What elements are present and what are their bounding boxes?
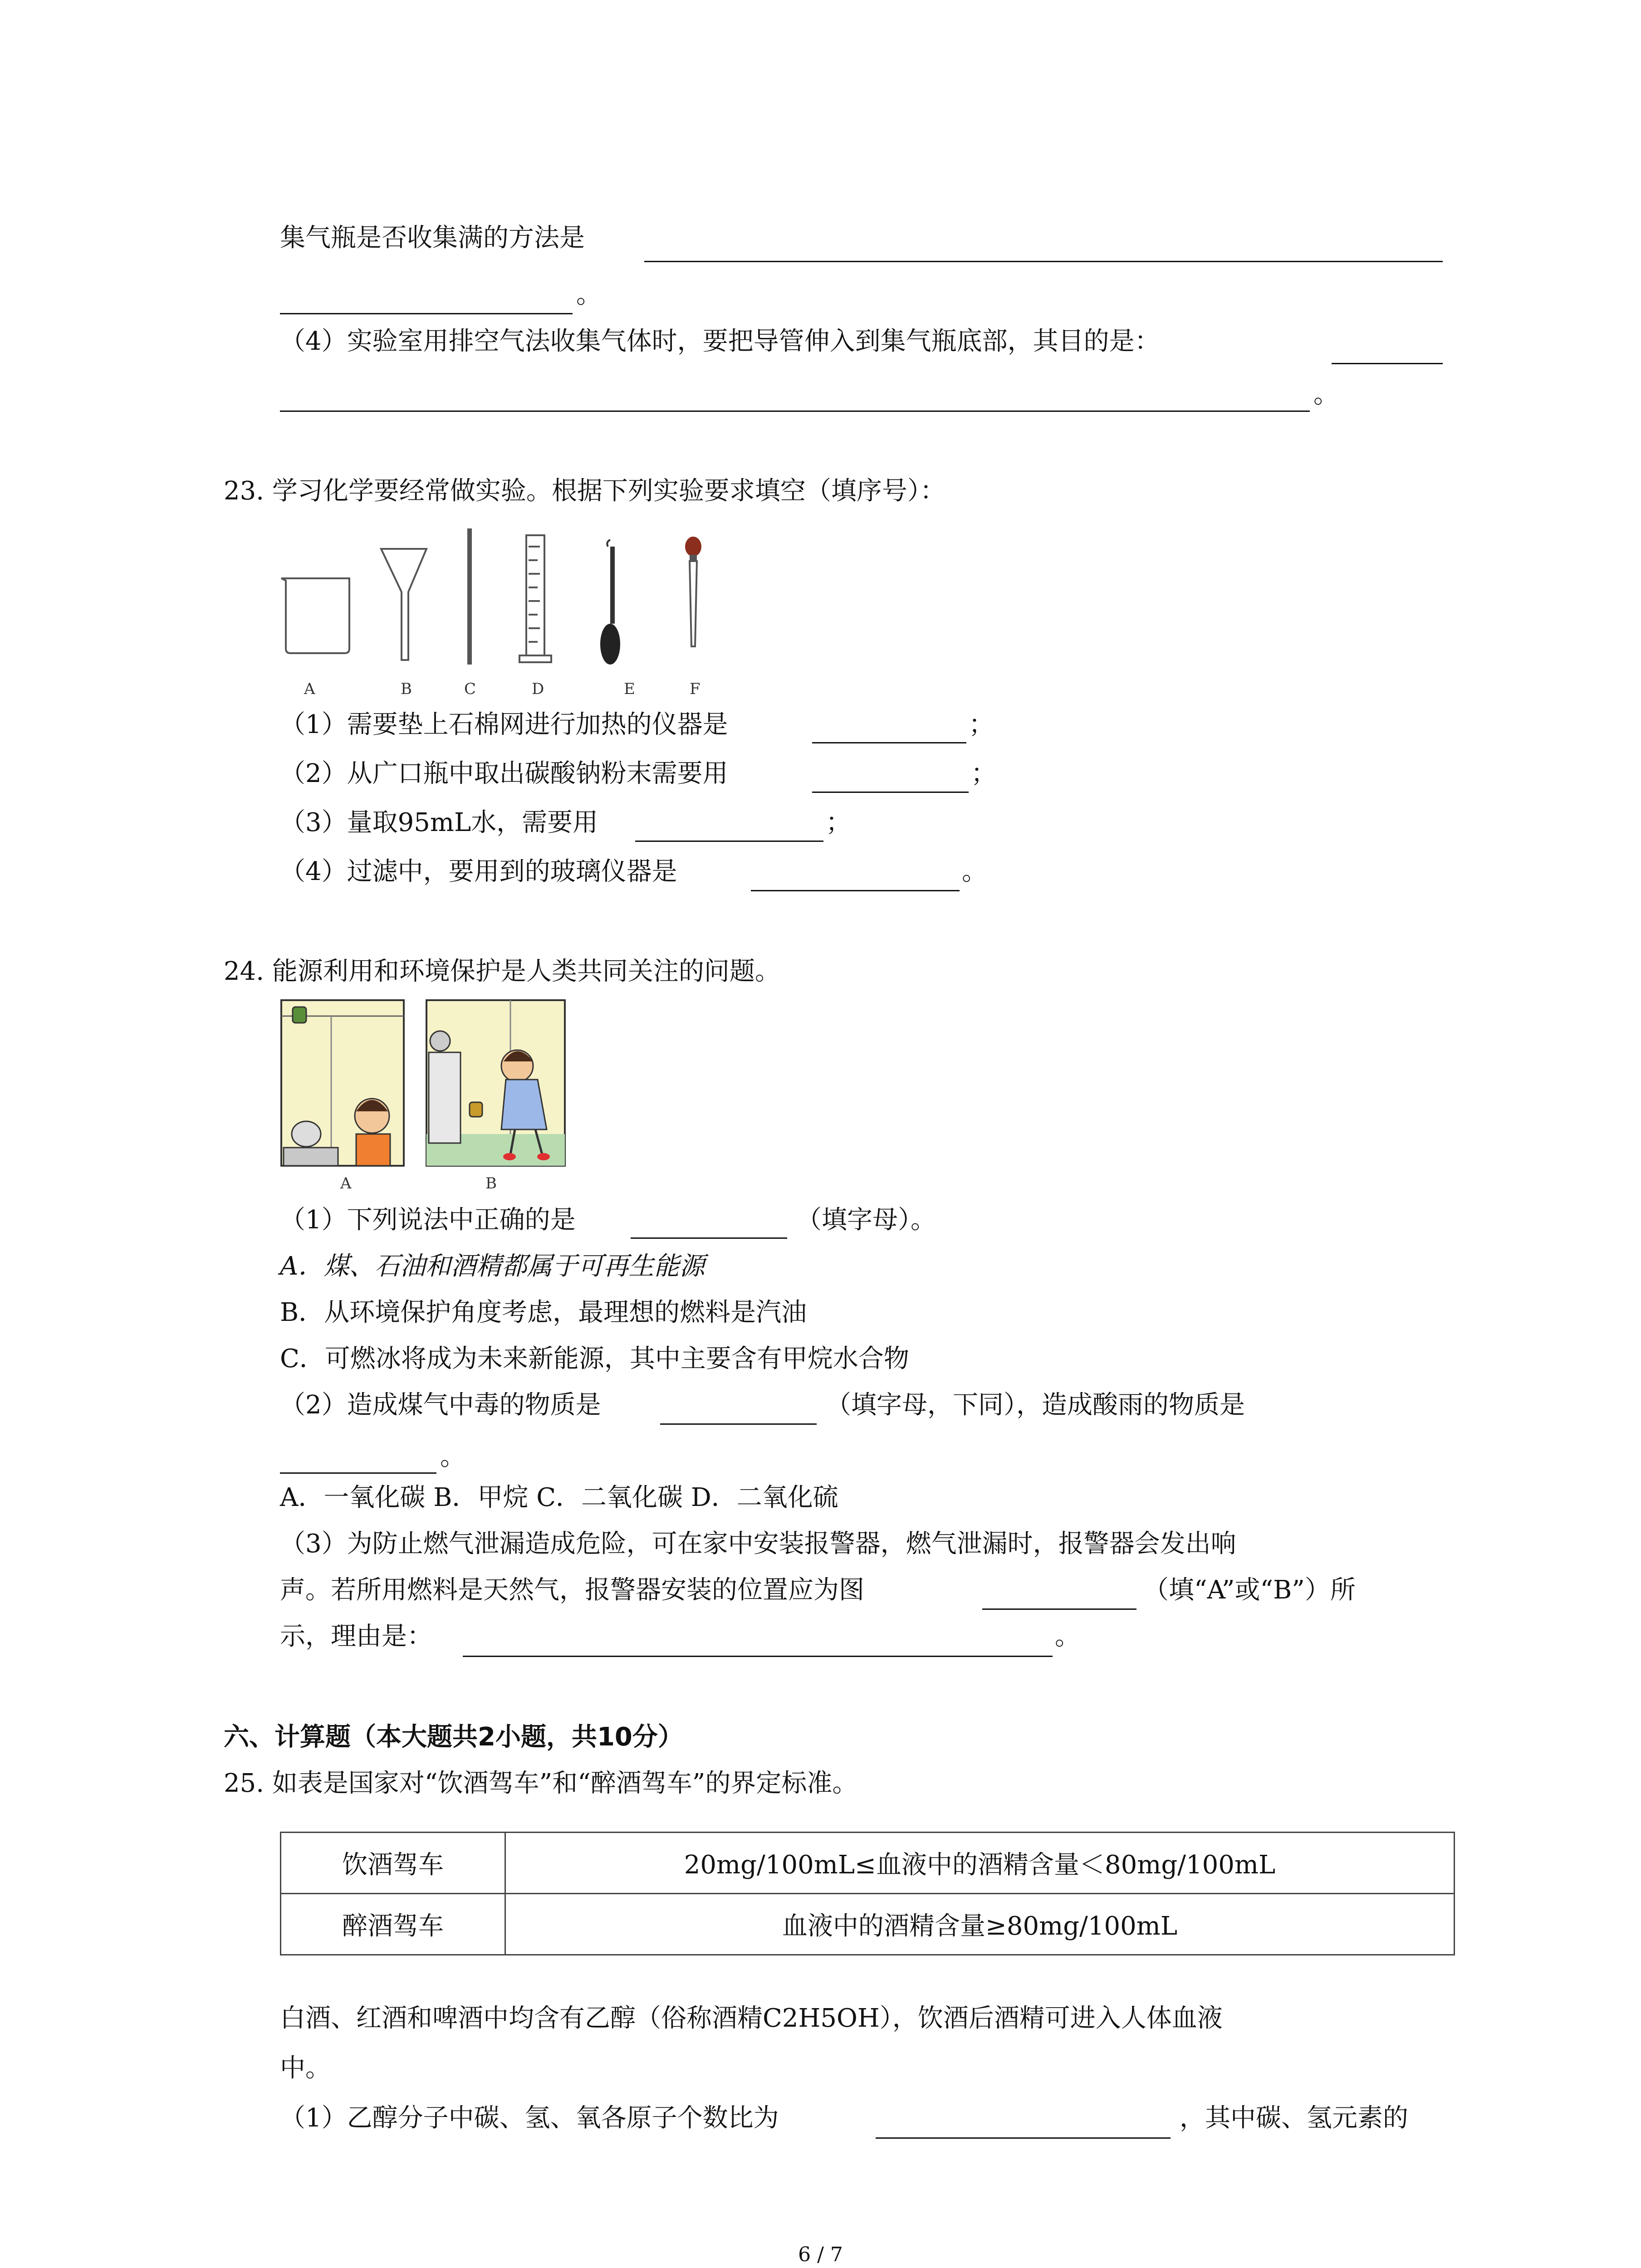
q25-sub1: （1）乙醇分子中碳、氢、氧各原子个数比为 xyxy=(280,2103,779,2133)
q24-sub2: （2）造成煤气中毒的物质是 xyxy=(280,1390,601,1420)
table-cell: 血液中的酒精含量≥80mg/100mL xyxy=(505,1894,1455,1955)
q23-stem: 23. 学习化学要经常做实验。根据下列实验要求填空（填序号）： xyxy=(224,476,945,506)
punct: 。 xyxy=(576,280,602,309)
label-d: D xyxy=(532,680,544,698)
answer-blank[interactable] xyxy=(1332,363,1443,364)
q23-sub1: （1）需要垫上石棉网进行加热的仪器是 xyxy=(280,710,728,739)
panel-b xyxy=(426,1000,565,1166)
punct: （填字母）。 xyxy=(796,1205,936,1235)
alarm-icon xyxy=(293,1007,306,1023)
spoon-icon xyxy=(600,540,620,665)
q25-paragraph-line2: 中。 xyxy=(280,2053,331,2083)
punct: 。 xyxy=(440,1442,465,1471)
answer-blank[interactable] xyxy=(660,1423,817,1425)
q24-opt-a: A．煤、石油和酒精都属于可再生能源 xyxy=(280,1251,705,1281)
page-number: 6 / 7 xyxy=(798,2243,843,2266)
glass-rod-icon xyxy=(467,528,472,665)
q24-sub3-line1: （3）为防止燃气泄漏造成危险，可在家中安装报警器，燃气泄漏时，报警器会发出响 xyxy=(280,1529,1236,1559)
q24-sub3-line2-end: （填“A”或“B”）所 xyxy=(1143,1575,1356,1605)
gas-alarm-figure xyxy=(279,998,569,1193)
q23-sub4: （4）过滤中，要用到的玻璃仪器是 xyxy=(280,857,677,886)
beaker-icon xyxy=(281,578,349,653)
answer-blank[interactable] xyxy=(812,742,966,743)
q24-stem: 24. 能源利用和环境保护是人类共同关注的问题。 xyxy=(224,957,780,986)
fig-label-b: B xyxy=(485,1174,497,1193)
punct: ； xyxy=(826,808,851,837)
q24-sub2-options: A．一氧化碳 B．甲烷 C．二氧化碳 D．二氧化硫 xyxy=(280,1483,838,1512)
label-b: B xyxy=(401,680,412,698)
label-f: F xyxy=(690,680,700,698)
punct: 。 xyxy=(1055,1622,1080,1651)
table-row xyxy=(281,1894,1455,1955)
funnel-icon xyxy=(381,549,426,660)
table-cell: 20mg/100mL≤血液中的酒精含量＜80mg/100mL xyxy=(505,1833,1455,1894)
table-cell: 醉酒驾车 xyxy=(281,1894,505,1955)
fig-label-a: A xyxy=(340,1174,352,1193)
answer-blank[interactable] xyxy=(982,1608,1136,1610)
answer-blank[interactable] xyxy=(644,261,1443,262)
kettle-icon xyxy=(292,1121,321,1147)
answer-blank[interactable] xyxy=(280,411,1310,412)
q25-paragraph-line1: 白酒、红酒和啤酒中均含有乙醇（俗称酒精C2H5OH），饮酒后酒精可进入人体血液 xyxy=(280,2004,1223,2033)
table-row xyxy=(281,1833,1455,1894)
lab-instruments-figure xyxy=(272,528,749,701)
q22-line1: 集气瓶是否收集满的方法是 xyxy=(280,223,585,253)
answer-blank[interactable] xyxy=(280,1472,436,1474)
q24-sub3-line2: 声。若所用燃料是天然气，报警器安装的位置应为图 xyxy=(280,1575,864,1605)
label-c: C xyxy=(464,680,476,698)
section-heading: 六、计算题（本大题共2小题，共10分） xyxy=(224,1722,683,1752)
q25-stem: 25. 如表是国家对“饮酒驾车”和“醉酒驾车”的界定标准。 xyxy=(224,1769,858,1798)
q24-sub1: （1）下列说法中正确的是 xyxy=(280,1205,576,1235)
punct: 。 xyxy=(962,857,987,886)
q24-sub3-line3: 示，理由是： xyxy=(280,1622,432,1651)
answer-blank[interactable] xyxy=(463,1656,1053,1657)
panel-a xyxy=(281,1000,404,1166)
answer-blank[interactable] xyxy=(631,1237,787,1239)
label-a: A xyxy=(304,680,315,698)
q24-opt-b: B．从环境保护角度考虑，最理想的燃料是汽油 xyxy=(280,1298,807,1327)
punct: ； xyxy=(969,710,994,739)
q25-sub1-end: ，其中碳、氢元素的 xyxy=(1180,2103,1408,2133)
table-cell: 饮酒驾车 xyxy=(281,1833,505,1894)
answer-blank[interactable] xyxy=(876,2137,1171,2139)
q23-sub3: （3）量取95mL水，需要用 xyxy=(280,808,598,837)
q23-sub2: （2）从广口瓶中取出碳酸钠粉末需要用 xyxy=(280,759,728,788)
punct: ； xyxy=(971,759,996,788)
q24-sub2-mid: （填字母，下同），造成酸雨的物质是 xyxy=(826,1390,1245,1420)
dropper-icon xyxy=(685,537,701,646)
answer-blank[interactable] xyxy=(280,313,573,314)
q24-opt-c: C．可燃冰将成为未来新能源，其中主要含有甲烷水合物 xyxy=(280,1344,909,1374)
drink-driving-standard-table xyxy=(280,1832,1455,1955)
q22-sub4: （4）实验室用排空气法收集气体时，要把导管伸入到集气瓶底部，其目的是： xyxy=(280,327,1160,356)
measuring-cylinder-icon xyxy=(519,535,551,662)
punct: 。 xyxy=(1313,380,1339,409)
answer-blank[interactable] xyxy=(635,841,823,842)
answer-blank[interactable] xyxy=(812,792,969,793)
label-e: E xyxy=(624,680,635,698)
answer-blank[interactable] xyxy=(751,890,960,891)
alarm-icon xyxy=(470,1102,482,1117)
